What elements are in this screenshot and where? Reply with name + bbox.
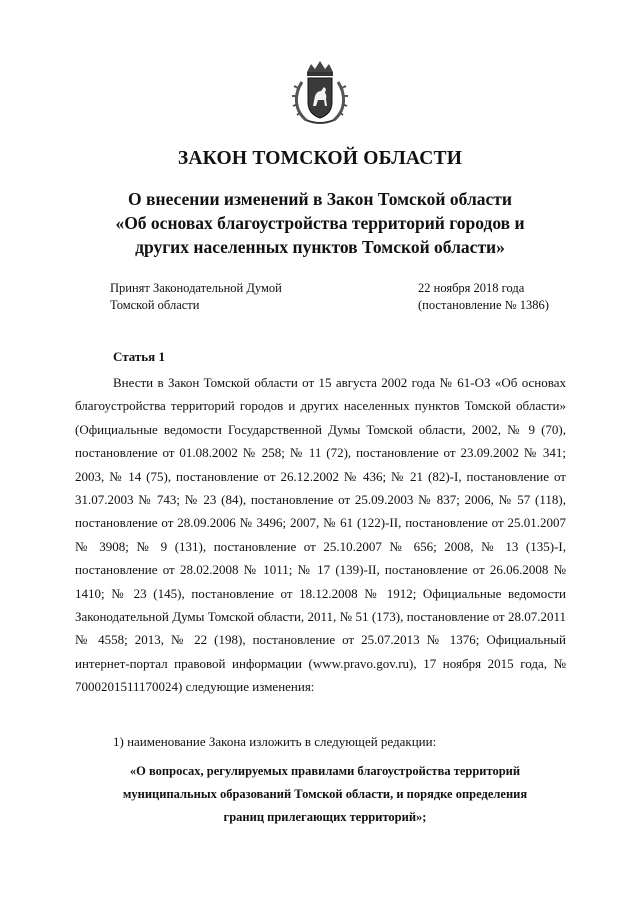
new-law-name-line: границ прилегающих территорий»; [223, 810, 427, 824]
article-body: Внести в Закон Томской области от 15 августа 2002 года № 61-ОЗ «Об основах благоустройства территорий городов и других населенных пунктов Томской области» (Официальные ведомости Государственной Думы Томской области, 2002, № 9 (70), постановление от 01.08.2002 № 258; № 11 (72), постановление от 23.09.2002 № 341; 2003, № 14 (75), постановление от 26.12.2002 № 436; № 21 (82)-I, постановление от 31.07.2003 № 743; № 23 (84), постановление от 25.09.2003 № 837; 2006, № 57 (118), постановление от 28.09.2006 № 3496; 2007, № 61 (122)-II, постановление от 25.01.2007 № 3908; № 9 (131), постановление от 25.10.2007 № 656; 2008, № 13 (135)-I, постановление от 28.02.2008 № 1011; № 17 (139)-II, постановление от 26.06.2008 № 1410; № 23 (145), постановление от 18.12.2008 № 1912; Официальные ведомости Законодательной Думы Томской области, 2011, № 51 (173), постановление от 28.07.2011 № 4558; 2013, № 22 (198), постановление от 25.07.2013 № 1376; Официальный интернет-портал правовой информации (www.pravo.gov.ru), 17 ноября 2015 года, № 7000201511170024) следующие изменения: [75, 375, 566, 695]
article-heading: Статья 1 [113, 349, 165, 364]
resolution-number: (постановление № 1386) [418, 298, 549, 312]
amendment-item-1: 1) наименование Закона изложить в следующей редакции: [113, 734, 437, 749]
adoption-date-line: 22 ноября 2018 года [418, 281, 525, 295]
new-law-name-line: «О вопросах, регулируемых правилами благоустройства территорий [129, 764, 521, 778]
adopted-by-line: Томской области [110, 298, 200, 312]
coat-of-arms-emblem [290, 58, 350, 126]
law-title: ЗАКОН ТОМСКОЙ ОБЛАСТИ [177, 148, 463, 169]
subtitle-line: «Об основах благоустройства территорий городов и [115, 213, 525, 233]
adoption-date [418, 280, 588, 314]
new-law-name [95, 760, 555, 829]
new-law-name-line: муниципальных образований Томской области, и порядке определения [122, 787, 528, 801]
law-subtitle [60, 187, 580, 259]
adopted-by-line: Принят Законодательной Думой [110, 281, 282, 295]
subtitle-line: О внесении изменений в Закон Томской области [128, 189, 512, 209]
adopted-by [110, 280, 360, 314]
subtitle-line: других населенных пунктов Томской области» [135, 237, 505, 257]
